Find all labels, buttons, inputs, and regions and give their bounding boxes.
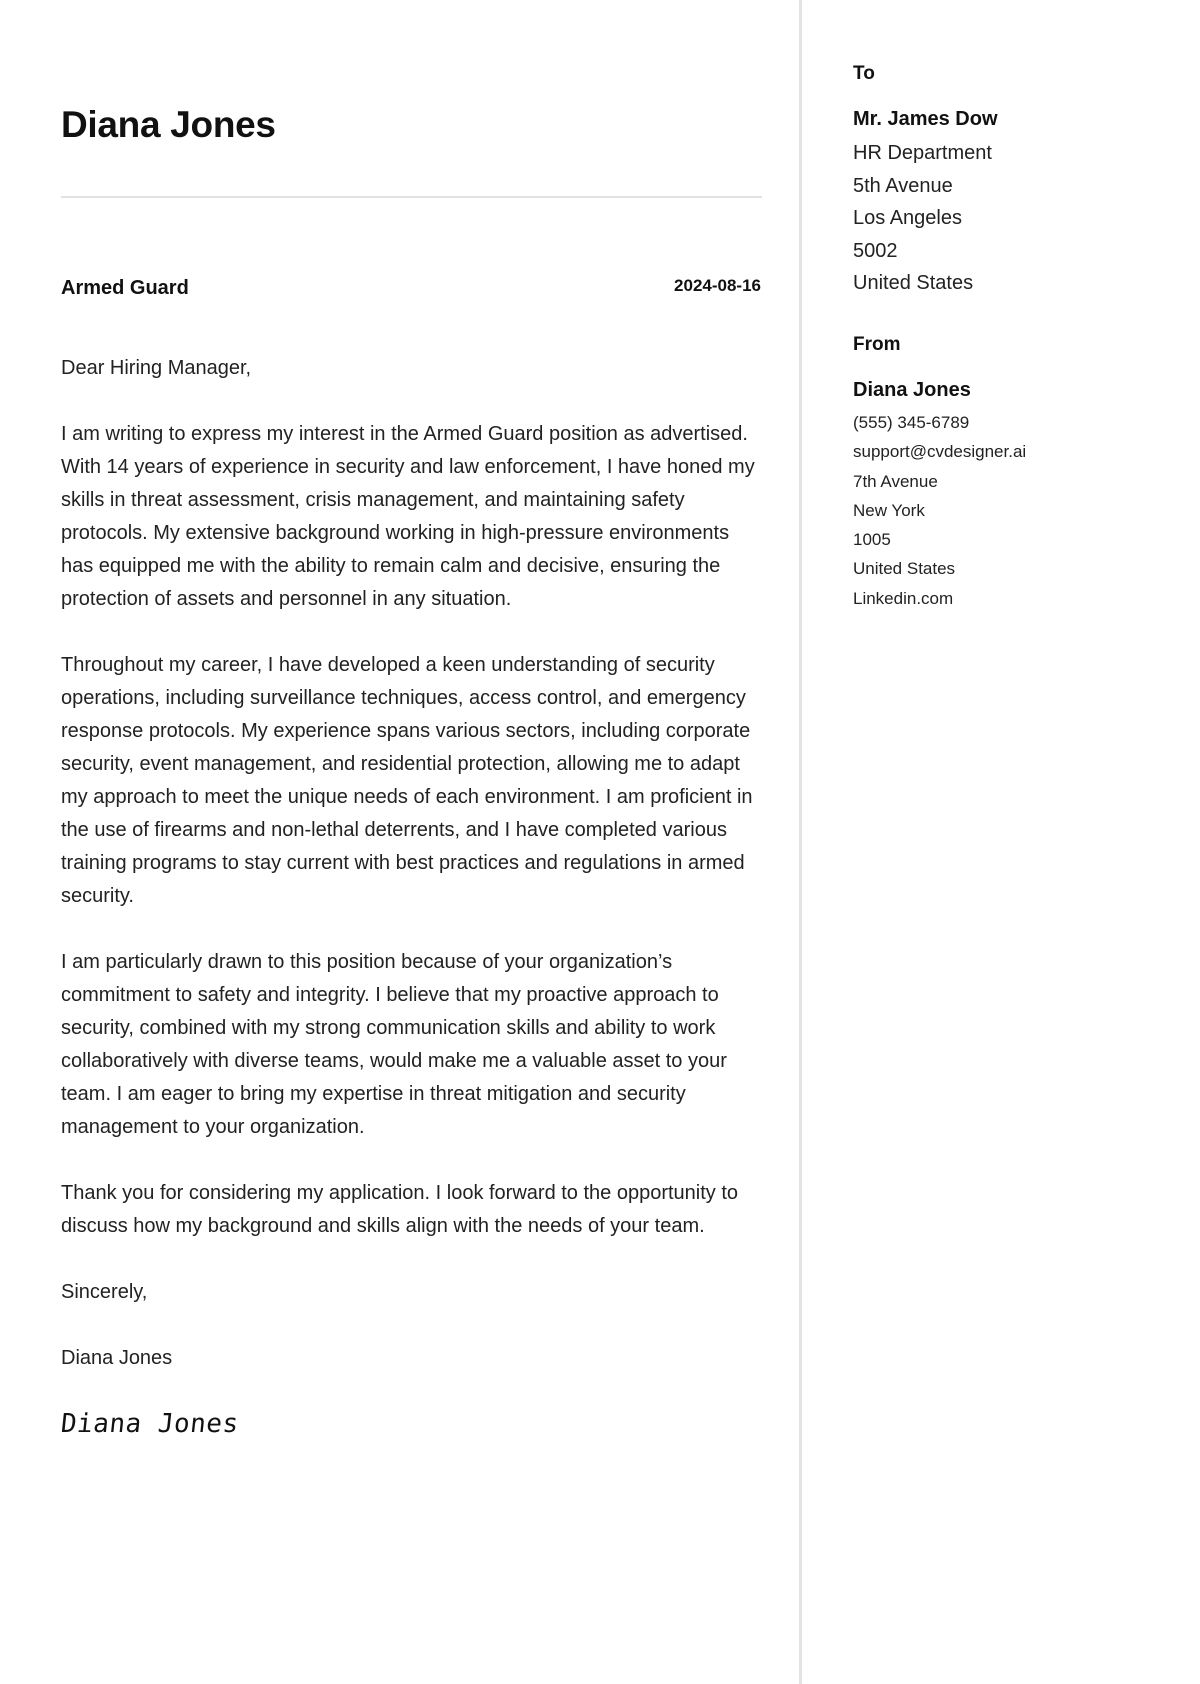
sender-country: United States (853, 559, 956, 579)
paragraph-2: Throughout my career, I have developed a keen understanding of security operations, including surveillance techniques, access control, and emergency response protocols. My experience spans various sectors, including corporate security, event management, and residential protection, allowing me to adapt my approach to meet the unique needs of each environment. I am proficient in the use of firearms and non-lethal deterrents, and I have completed various training programs to stay current with best practices and regulations in armed security. (61, 654, 753, 907)
recipient-postal-code: 5002 (853, 239, 898, 262)
recipient-city: Los Angeles (853, 207, 962, 230)
letter-date: 2024-08-16 (674, 276, 761, 295)
paragraph-4: Thank you for considering my application. I look forward to the opportunity to discuss how my background and skills align with the needs of your team. (61, 1182, 739, 1237)
closing-name: Diana Jones (61, 1347, 173, 1369)
paragraph-1: I am writing to express my interest in the Armed Guard position as advertised. With 14 years of experience in security and law enforcement, I have honed my skills in threat assessment, crisis management, and maintaining safety protocols. My extensive background working in high-pressure environments has equipped me with the ability to remain calm and decisive, ensuring the protection of assets and personnel in any situation. (61, 423, 755, 610)
salutation: Dear Hiring Manager, (61, 357, 252, 379)
sender-postal-code: 1005 (853, 530, 891, 550)
sender-email: support@cvdesigner.ai (853, 442, 1027, 462)
sender-city: New York (853, 500, 925, 520)
recipient-country: United States (853, 272, 974, 295)
sender-contact-details (853, 408, 1026, 613)
column-divider (799, 0, 802, 1684)
sender-street: 7th Avenue (853, 471, 938, 491)
sender-name-heading: Diana Jones (61, 104, 276, 145)
sender-contact-name: Diana Jones (853, 379, 971, 401)
signature: Diana Jones (59, 1409, 241, 1439)
recipient-street: 5th Avenue (853, 174, 953, 197)
recipient-address (853, 137, 992, 300)
sender-website: Linkedin.com (853, 588, 954, 608)
sender-label: From (853, 334, 901, 355)
header-divider (61, 196, 762, 198)
recipient-name: Mr. James Dow (853, 108, 998, 130)
paragraph-3: I am particularly drawn to this position because of your organization’s commitment to safety and integrity. I believe that my proactive approach to security, combined with my strong communication skills and ability to work collaboratively with diverse teams, would make me a valuable asset to your team. I am eager to bring my expertise in threat mitigation and security management to your organization. (61, 951, 727, 1138)
recipient-department: HR Department (853, 142, 992, 164)
sender-phone: (555) 345-6789 (853, 413, 970, 432)
letter-body (61, 352, 763, 1408)
recipient-label: To (853, 63, 875, 84)
closing: Sincerely, (61, 1281, 148, 1303)
position-title: Armed Guard (61, 277, 189, 299)
